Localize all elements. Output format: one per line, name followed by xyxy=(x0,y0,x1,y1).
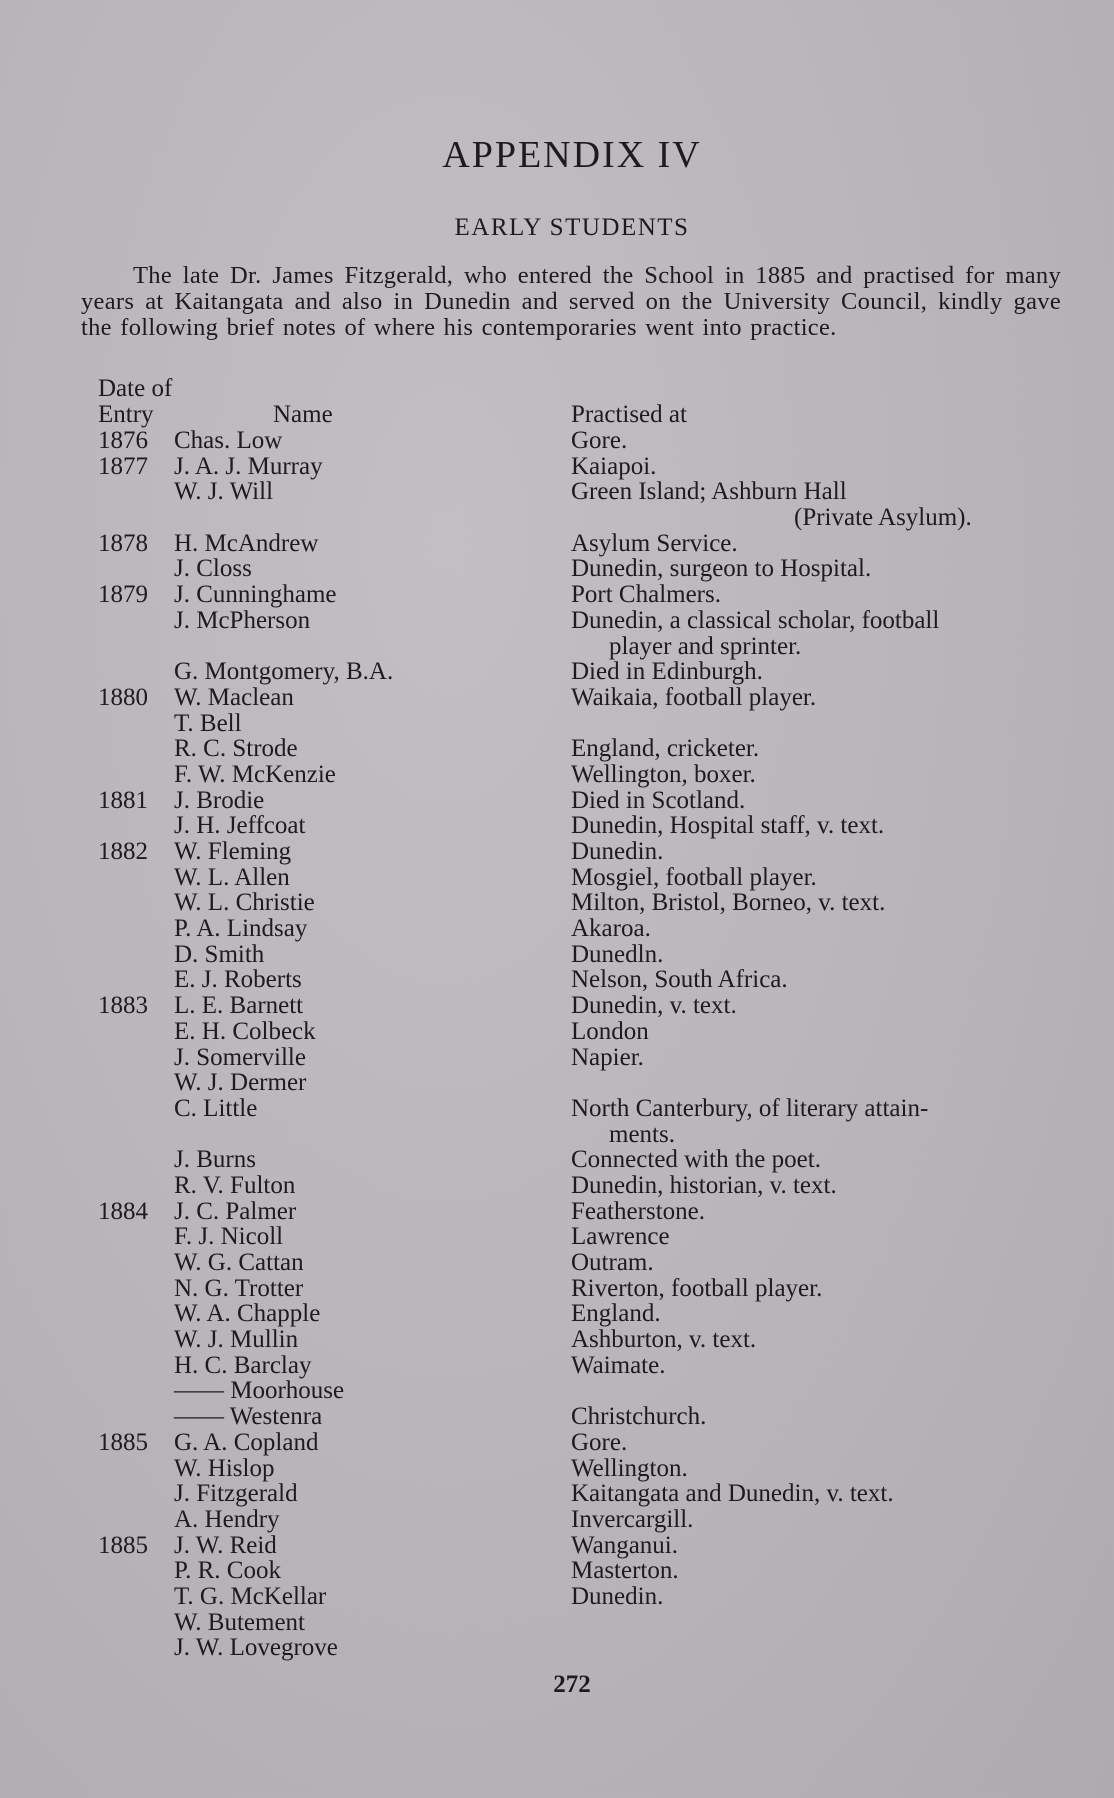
student-name: P. A. Lindsay xyxy=(174,915,308,943)
table-row xyxy=(0,1173,1114,1199)
table-row xyxy=(0,942,1114,968)
table-row xyxy=(0,1301,1114,1327)
student-name: W. G. Cattan xyxy=(174,1249,304,1276)
header-row-1 xyxy=(0,376,1114,402)
student-name: J. W. Lovegrove xyxy=(174,1634,338,1662)
table-row xyxy=(0,1378,1114,1404)
table-row xyxy=(0,711,1114,737)
practised-at: Featherstone. xyxy=(571,1197,705,1225)
student-name: J. C. Palmer xyxy=(174,1197,297,1225)
practised-at: Outram. xyxy=(571,1249,654,1276)
practised-at: Dunedin. xyxy=(571,1582,664,1610)
table-row xyxy=(0,1533,1114,1559)
practised-at: Waikaia, football player. xyxy=(571,683,817,711)
practised-at: Riverton, football player. xyxy=(571,1274,823,1302)
student-name: J. Brodie xyxy=(174,786,265,814)
student-name: J. Closs xyxy=(174,555,252,583)
practised-at: Port Chalmers. xyxy=(571,581,721,609)
table-row xyxy=(0,736,1114,762)
practised-at-continued: ments. xyxy=(609,1120,675,1148)
student-name: H. C. Barclay xyxy=(174,1351,312,1379)
practised-at: Dunedin. xyxy=(571,838,664,865)
practised-at: Invercargill. xyxy=(571,1505,694,1533)
student-name: —— Westenra xyxy=(174,1403,323,1431)
practised-at: Dunedln. xyxy=(571,940,664,968)
practised-at: Nelson, South Africa. xyxy=(571,966,788,994)
student-name: C. Little xyxy=(174,1094,258,1122)
student-name: J. Fitzgerald xyxy=(174,1480,298,1508)
practised-at: Dunedin, Hospital staff, v. text. xyxy=(571,812,885,840)
student-name: T. G. McKellar xyxy=(174,1582,327,1610)
practised-at: Milton, Bristol, Borneo, v. text. xyxy=(571,889,886,917)
entry-year: 1878 xyxy=(98,529,148,557)
students-table xyxy=(0,376,1114,1661)
practised-at-continued: player and sprinter. xyxy=(609,632,802,660)
student-name: R. C. Strode xyxy=(174,735,298,763)
practised-at: Kaitangata and Dunedin, v. text. xyxy=(571,1480,894,1508)
practised-at: Died in Scotland. xyxy=(571,786,746,814)
student-name: W. Hislop xyxy=(174,1454,275,1482)
table-row xyxy=(0,865,1114,891)
table-row xyxy=(0,1096,1114,1122)
table-row xyxy=(0,608,1114,634)
student-name: W. L. Christie xyxy=(174,889,315,917)
table-row xyxy=(0,813,1114,839)
student-name: J. Burns xyxy=(174,1146,256,1174)
header-entry: Entry xyxy=(98,401,154,428)
student-name: W. J. Will xyxy=(174,478,274,506)
student-name: A. Hendry xyxy=(174,1505,280,1533)
practised-at: Dunedin, a classical scholar, football xyxy=(571,606,940,634)
student-name: R. V. Fulton xyxy=(174,1171,296,1199)
practised-at: Kaiapoi. xyxy=(571,452,657,480)
student-name: T. Bell xyxy=(174,709,242,737)
student-name: J. A. J. Murray xyxy=(174,452,323,480)
practised-at: Akaroa. xyxy=(571,915,651,943)
practised-at: Dunedin, v. text. xyxy=(571,992,737,1020)
table-row xyxy=(0,531,1114,557)
practised-at: North Canterbury, of literary attain- xyxy=(571,1094,929,1122)
student-name: G. Montgomery, B.A. xyxy=(174,658,394,686)
header-row-2 xyxy=(0,402,1114,428)
student-name: W. J. Dermer xyxy=(174,1069,307,1097)
entry-year: 1885 xyxy=(98,1531,148,1559)
practised-at: Connected with the poet. xyxy=(571,1146,821,1174)
practised-at: Gore. xyxy=(571,427,628,454)
entry-year: 1877 xyxy=(98,452,148,480)
practised-at: Waimate. xyxy=(571,1351,666,1379)
table-row xyxy=(0,890,1114,916)
student-name: J. McPherson xyxy=(174,606,311,634)
practised-at: Asylum Service. xyxy=(571,529,738,557)
student-name: L. E. Barnett xyxy=(174,992,304,1020)
practised-at: Dunedin, historian, v. text. xyxy=(571,1171,837,1199)
table-row xyxy=(0,454,1114,480)
table-row xyxy=(0,762,1114,788)
student-name: D. Smith xyxy=(174,940,265,968)
page-number: 272 xyxy=(553,1671,591,1698)
entry-year: 1884 xyxy=(98,1197,148,1225)
header-name: Name xyxy=(273,401,333,428)
table-row xyxy=(0,1430,1114,1456)
table-row xyxy=(0,1070,1114,1096)
entry-year: 1879 xyxy=(98,581,148,609)
table-row xyxy=(0,1353,1114,1379)
practised-at: Lawrence xyxy=(571,1223,670,1251)
section-title: EARLY STUDENTS xyxy=(454,214,690,241)
practised-at: Green Island; Ashburn Hall xyxy=(571,478,847,506)
table-row xyxy=(0,1635,1114,1661)
table-row xyxy=(0,1045,1114,1071)
table-row xyxy=(0,685,1114,711)
table-row xyxy=(0,582,1114,608)
table-body xyxy=(0,428,1114,1661)
entry-year: 1880 xyxy=(98,683,148,711)
intro-paragraph: The late Dr. James Fitzgerald, who entered the School in 1885 and practised for many years at Kaitangata and also in Dunedin and served on the University Council, kindly gave the following brief notes of where his contemporaries went into practice. xyxy=(81,262,1061,341)
student-name: J. W. Reid xyxy=(174,1531,277,1559)
table-row xyxy=(0,967,1114,993)
practised-at: Wellington. xyxy=(571,1454,688,1482)
student-name: E. H. Colbeck xyxy=(174,1017,316,1045)
practised-at: Napier. xyxy=(571,1043,644,1071)
table-row xyxy=(0,1558,1114,1584)
student-name: W. Fleming xyxy=(174,838,292,865)
practised-at: England, cricketer. xyxy=(571,735,760,763)
student-name: G. A. Copland xyxy=(174,1428,319,1456)
practised-at: Wanganui. xyxy=(571,1531,678,1559)
student-name: J. Cunninghame xyxy=(174,581,337,609)
table-row xyxy=(0,1250,1114,1276)
table-row xyxy=(0,1019,1114,1045)
table-row xyxy=(0,1404,1114,1430)
table-row xyxy=(0,1481,1114,1507)
student-name: —— Moorhouse xyxy=(174,1377,345,1405)
student-name: J. H. Jeffcoat xyxy=(174,812,306,840)
entry-year: 1883 xyxy=(98,992,148,1020)
practised-at: Masterton. xyxy=(571,1557,679,1585)
table-row xyxy=(0,1584,1114,1610)
entry-year: 1882 xyxy=(98,838,148,865)
practised-at: Gore. xyxy=(571,1428,628,1456)
table-row xyxy=(0,428,1114,454)
header-date-of: Date of xyxy=(98,375,173,402)
practised-at: London xyxy=(571,1017,649,1045)
table-row xyxy=(0,1327,1114,1353)
table-row xyxy=(0,505,1114,531)
practised-at: Wellington, boxer. xyxy=(571,760,756,788)
student-name: H. McAndrew xyxy=(174,529,319,557)
entry-year: 1885 xyxy=(98,1428,148,1456)
student-name: P. R. Cook xyxy=(174,1557,281,1585)
entry-year: 1876 xyxy=(98,427,148,454)
practised-at: England. xyxy=(571,1300,661,1328)
student-name: N. G. Trotter xyxy=(174,1274,304,1302)
table-row xyxy=(0,1224,1114,1250)
practised-at: Died in Edinburgh. xyxy=(571,658,763,686)
student-name: E. J. Roberts xyxy=(174,966,302,994)
table-row xyxy=(0,1147,1114,1173)
table-row xyxy=(0,659,1114,685)
student-name: W. Maclean xyxy=(174,683,294,711)
table-row xyxy=(0,556,1114,582)
table-row xyxy=(0,1276,1114,1302)
practised-at: Ashburton, v. text. xyxy=(571,1326,757,1354)
practised-at-continued: (Private Asylum). xyxy=(794,504,972,532)
practised-at: Mosgiel, football player. xyxy=(571,863,817,891)
student-name: W. L. Allen xyxy=(174,863,290,891)
table-row xyxy=(0,788,1114,814)
student-name: W. Butement xyxy=(174,1608,306,1636)
practised-at: Dunedin, surgeon to Hospital. xyxy=(571,555,872,583)
table-row xyxy=(0,479,1114,505)
student-name: W. A. Chapple xyxy=(174,1300,321,1328)
table-row xyxy=(0,1610,1114,1636)
table-row xyxy=(0,993,1114,1019)
table-row xyxy=(0,1456,1114,1482)
student-name: J. Somerville xyxy=(174,1043,306,1071)
table-row xyxy=(0,916,1114,942)
table-row xyxy=(0,1507,1114,1533)
student-name: F. W. McKenzie xyxy=(174,760,336,788)
page-heading: APPENDIX IV xyxy=(442,134,702,176)
table-row xyxy=(0,1199,1114,1225)
student-name: Chas. Low xyxy=(174,427,283,454)
practised-at: Christchurch. xyxy=(571,1403,707,1431)
entry-year: 1881 xyxy=(98,786,148,814)
student-name: W. J. Mullin xyxy=(174,1326,299,1354)
table-row xyxy=(0,634,1114,660)
table-row xyxy=(0,1122,1114,1148)
student-name: F. J. Nicoll xyxy=(174,1223,284,1251)
header-practised-at: Practised at xyxy=(571,401,687,428)
table-row xyxy=(0,839,1114,865)
